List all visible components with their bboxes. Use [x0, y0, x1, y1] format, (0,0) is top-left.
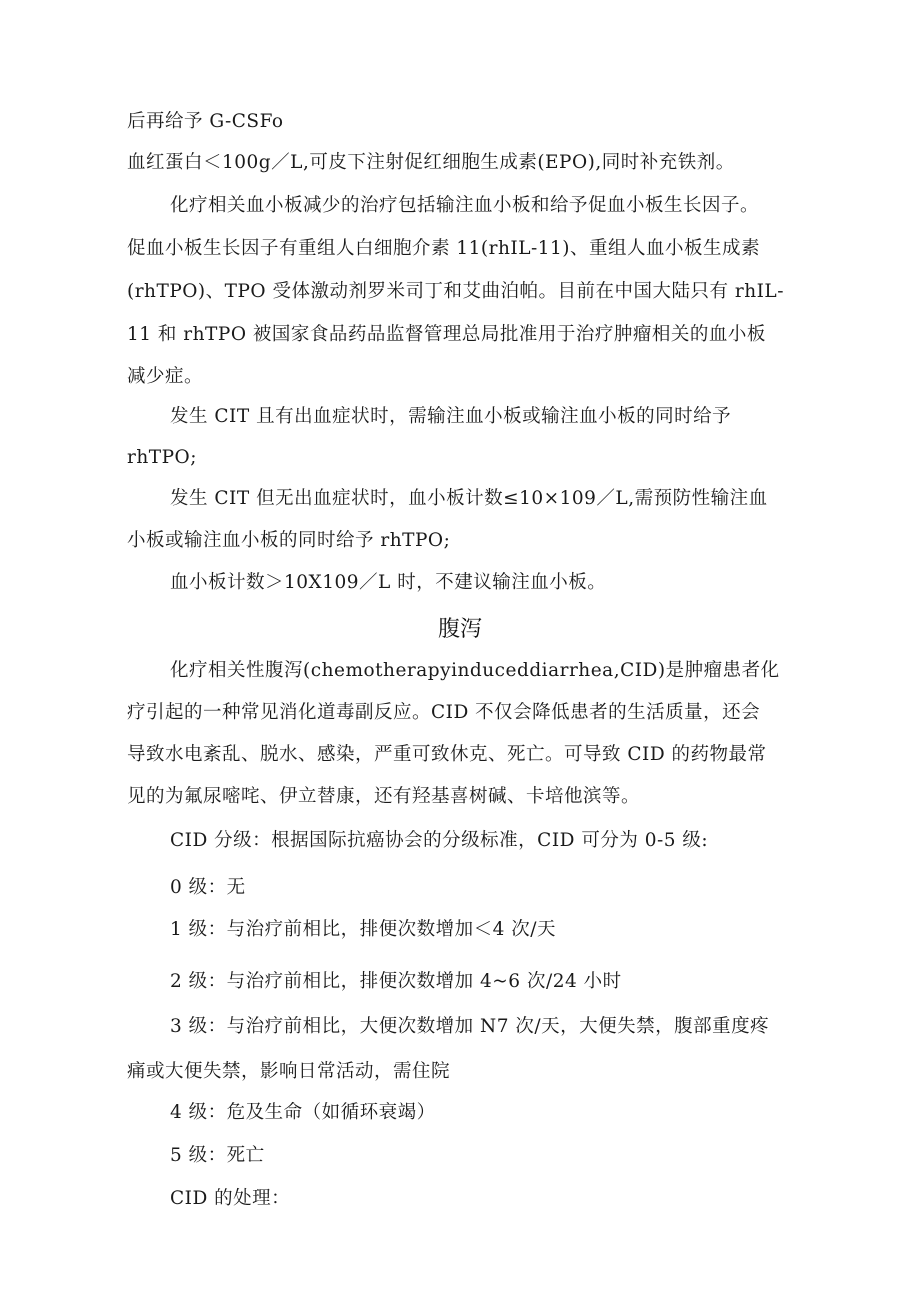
text-line: 5 级：死亡 — [170, 1145, 265, 1166]
text-line: 小板或输注血小板的同时给予 rhTPO; — [127, 530, 451, 551]
text-line: 血小板计数＞10X109／L 时，不建议输注血小板。 — [170, 572, 607, 593]
text-line: 化疗相关性腹泻(chemotherapyinduceddiarrhea,CID)是肿瘤患者化 — [170, 660, 780, 681]
text-line: 导致水电紊乱、脱水、感染，严重可致休克、死亡。可导致 CID 的药物最常 — [127, 744, 767, 765]
text-line: 血红蛋白＜100g／L,可皮下注射促红细胞生成素(EPO),同时补充铁剂。 — [127, 152, 735, 173]
text-line: 见的为氟尿嘧咤、伊立替康，还有羟基喜树碱、卡培他滨等。 — [127, 786, 641, 807]
text-line: 痛或大便失禁，影响日常活动，需住院 — [127, 1061, 451, 1082]
text-line: 化疗相关血小板减少的治疗包括输注血小板和给予促血小板生长因子。 — [170, 195, 760, 216]
text-line: 后再给予 G-CSFo — [127, 111, 284, 132]
text-line: (rhTPO)、TPO 受体激动剂罗米司丁和艾曲泊帕。目前在中国大陆只有 rhIL- — [127, 281, 784, 302]
text-line: 减少症。 — [127, 366, 204, 387]
text-line: 3 级：与治疗前相比，大便次数增加 N7 次/天，大便失禁，腹部重度疼 — [170, 1016, 770, 1037]
text-line: 1 级：与治疗前相比，排便次数增加＜4 次/天 — [170, 919, 557, 940]
text-line: 11 和 rhTPO 被国家食品药品监督管理总局批准用于治疗肿瘤相关的血小板 — [127, 324, 766, 345]
text-line: 促血小板生长因子有重组人白细胞介素 11(rhIL-11)、重组人血小板生成素 — [127, 238, 761, 259]
text-line: rhTPO; — [127, 447, 197, 468]
text-line: 发生 CIT 但无出血症状时，血小板计数≤10×109／L,需预防性输注血 — [170, 488, 768, 509]
text-line: CID 分级：根据国际抗癌协会的分级标准，CID 可分为 0-5 级: — [170, 830, 709, 851]
text-line: 2 级：与治疗前相比，排便次数增加 4~6 次/24 小时 — [170, 971, 622, 992]
text-line: CID 的处理： — [170, 1188, 291, 1209]
text-line: 4 级：危及生命（如循环衰竭） — [170, 1102, 436, 1123]
section-heading: 腹泻 — [437, 617, 482, 642]
text-line: 疗引起的一种常见消化道毒副反应。CID 不仅会降低患者的生活质量，还会 — [127, 702, 761, 723]
text-line: 发生 CIT 且有出血症状时，需输注血小板或输注血小板的同时给予 — [170, 406, 732, 427]
text-line: 0 级：无 — [170, 877, 246, 898]
